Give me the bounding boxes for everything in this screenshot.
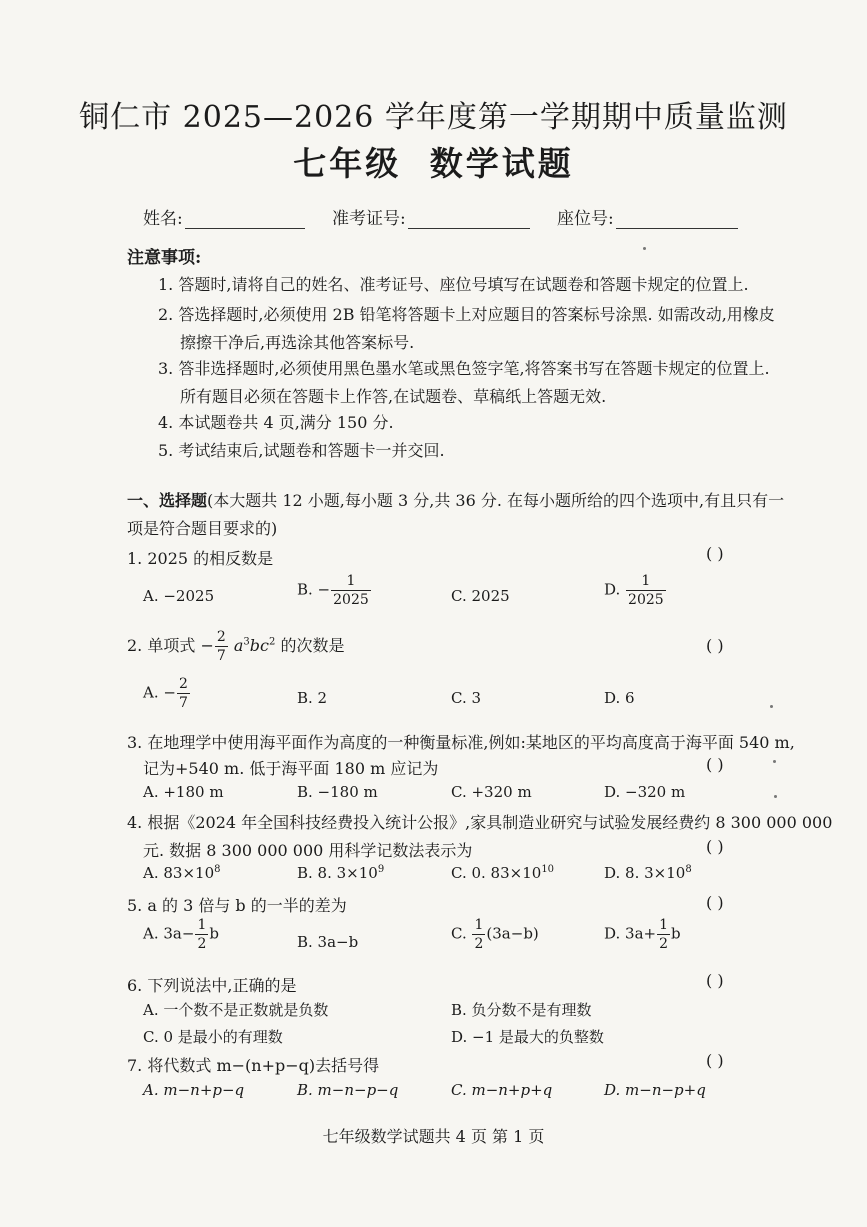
fraction-numerator: 2 <box>178 676 188 692</box>
note-item: 1. 答题时,请将自己的姓名、准考证号、座位号填写在试题卷和答题卡规定的位置上. <box>158 275 749 294</box>
exam-title-line2: 七年级 数学试题 <box>293 144 574 183</box>
q5-c-post: (3a−b) <box>486 924 539 943</box>
q6-option-b: B. 负分数不是有理数 <box>451 1001 592 1019</box>
note-item: 擦擦干净后,再选涂其他答案标号. <box>180 333 415 352</box>
section-desc: (本大题共 12 小题,每小题 3 分,共 36 分. 在每小题所给的四个选项中,有且只有一 <box>207 491 785 510</box>
note-item: 2. 答选择题时,必须使用 2B 铅笔将答题卡上对应题目的答案标号涂黑. 如需改动,用橡皮 <box>158 305 775 324</box>
q1-b-fraction <box>331 574 371 607</box>
q2-exp2: 2 <box>268 636 276 648</box>
q1-answer-paren: ( ) <box>706 544 724 563</box>
q2-var-bc: bc <box>249 636 269 655</box>
q5-a-fraction <box>195 918 208 951</box>
q7-stem: 7. 将代数式 m−(n+p−q)去括号得 <box>127 1056 380 1075</box>
q5-answer-paren: ( ) <box>706 893 724 912</box>
q3-answer-paren: ( ) <box>706 755 724 774</box>
q4-answer-paren: ( ) <box>706 837 724 856</box>
q5-option-c <box>451 918 539 951</box>
fraction-denominator: 7 <box>178 695 188 711</box>
q2-option-c: C. 3 <box>451 689 482 707</box>
q6-answer-paren: ( ) <box>706 971 724 990</box>
q3-option-a: A. +180 m <box>143 783 224 801</box>
q5-c-pre: C. <box>451 924 472 943</box>
q5-d-post: b <box>671 924 681 943</box>
note-item: 5. 考试结束后,试题卷和答题卡一并交回. <box>158 441 445 460</box>
name-field <box>143 204 305 229</box>
fraction-denominator: 2 <box>197 936 207 952</box>
fraction-numerator: 1 <box>641 573 651 589</box>
q5-c-fraction <box>472 918 485 951</box>
exam-id-field <box>332 204 530 229</box>
q5-a-pre: A. 3a− <box>143 924 195 943</box>
q4-a-base: A. 83×10 <box>143 864 215 882</box>
q1-b-label: B. − <box>297 580 331 599</box>
q2-stem-pre: 2. 单项式 − <box>127 636 214 655</box>
section-heading <box>127 488 784 511</box>
seat-field <box>557 204 738 229</box>
q1-option-a: A. −2025 <box>143 587 215 605</box>
note-item: 4. 本试题卷共 4 页,满分 150 分. <box>158 413 394 432</box>
q5-d-fraction <box>657 918 670 951</box>
q7-answer-paren: ( ) <box>706 1051 724 1070</box>
q5-option-d <box>604 918 681 951</box>
q3-option-d: D. −320 m <box>604 783 686 801</box>
q2-exp1: 3 <box>243 636 250 648</box>
q4-b-exponent: 9 <box>377 864 385 875</box>
fraction-numerator: 1 <box>659 917 669 933</box>
q3-stem-line2: 记为+540 m. 低于海平面 180 m 应记为 <box>143 759 439 778</box>
q2-stem-post: 的次数是 <box>275 636 345 655</box>
q7-option-a: A. m−n+p−q <box>143 1081 245 1099</box>
q1-stem: 1. 2025 的相反数是 <box>127 549 274 568</box>
q1-option-c: C. 2025 <box>451 587 510 605</box>
q4-option-c <box>451 864 554 882</box>
q4-a-exponent: 8 <box>214 864 221 875</box>
q4-option-b <box>297 864 384 882</box>
name-blank <box>185 210 305 229</box>
q5-option-b: B. 3a−b <box>297 933 359 951</box>
q7-option-d: D. m−n−p+q <box>604 1081 706 1099</box>
q2-option-a <box>143 677 191 710</box>
q2-stem <box>127 630 344 663</box>
q2-a-label: A. − <box>143 683 176 702</box>
q3-stem-line1: 3. 在地理学中使用海平面作为高度的一种衡量标准,例如:某地区的平均高度高于海平面 540 m, <box>127 733 795 752</box>
scan-speck <box>774 795 777 798</box>
fraction-denominator: 2025 <box>628 592 664 608</box>
note-item: 所有题目必须在答题卡上作答,在试题卷、草稿纸上答题无效. <box>180 387 607 406</box>
seat-label: 座位号: <box>557 209 614 229</box>
q1-d-fraction <box>626 574 666 607</box>
name-label: 姓名: <box>143 209 183 229</box>
section-title: 一、选择题 <box>127 491 208 510</box>
scan-speck <box>773 760 776 763</box>
q2-option-d: D. 6 <box>604 689 635 707</box>
q1-d-label: D. <box>604 580 626 599</box>
q4-c-base: C. 0. 83×10 <box>451 864 542 882</box>
scan-speck <box>770 705 773 708</box>
q2-option-b: B. 2 <box>297 689 328 707</box>
q6-option-a: A. 一个数不是正数就是负数 <box>143 1001 329 1019</box>
q7-option-c: C. m−n+p+q <box>451 1081 553 1099</box>
q7-option-b: B. m−n−p−q <box>297 1081 399 1099</box>
q3-option-c: C. +320 m <box>451 783 532 801</box>
exam-id-blank <box>408 210 530 229</box>
fraction-denominator: 2025 <box>333 592 369 608</box>
page-footer: 七年级数学试题共 4 页 第 1 页 <box>322 1127 545 1146</box>
q2-coefficient-fraction <box>215 630 228 663</box>
q1-option-b <box>297 574 372 607</box>
fraction-denominator: 2 <box>474 936 484 952</box>
exam-id-label: 准考证号: <box>332 209 406 229</box>
q4-stem-line2: 元. 数据 8 300 000 000 用科学记数法表示为 <box>143 841 473 860</box>
q5-d-pre: D. 3a+ <box>604 924 657 943</box>
exam-title-line1: 铜仁市 2025—2026 学年度第一学期期中质量监测 <box>79 100 788 135</box>
fraction-denominator: 7 <box>216 648 226 664</box>
fraction-numerator: 1 <box>474 917 484 933</box>
seat-blank <box>616 210 738 229</box>
section-desc-cont: 项是符合题目要求的) <box>127 519 278 538</box>
q2-answer-paren: ( ) <box>706 636 724 655</box>
q4-d-exponent: 8 <box>685 864 692 875</box>
q5-a-post: b <box>209 924 219 943</box>
fraction-numerator: 1 <box>197 917 207 933</box>
q6-stem: 6. 下列说法中,正确的是 <box>127 976 297 995</box>
note-item: 3. 答非选择题时,必须使用黑色墨水笔或黑色签字笔,将答案书写在答题卡规定的位置上. <box>158 359 770 378</box>
q4-option-d <box>604 864 692 882</box>
q4-c-exponent: 10 <box>541 864 555 875</box>
fraction-numerator: 2 <box>216 629 226 645</box>
q2-var-a: a <box>228 636 244 655</box>
scan-speck <box>643 247 646 250</box>
q6-option-d: D. −1 是最大的负整数 <box>451 1028 604 1046</box>
fraction-numerator: 1 <box>346 573 356 589</box>
notes-heading: 注意事项: <box>127 248 202 268</box>
q4-stem-line1: 4. 根据《2024 年全国科技经费投入统计公报》,家具制造业研究与试验发展经费约 8 300 000 000 <box>127 813 833 832</box>
q4-d-base: D. 8. 3×10 <box>604 864 686 882</box>
fraction-denominator: 2 <box>659 936 669 952</box>
q4-b-base: B. 8. 3×10 <box>297 864 378 882</box>
q5-option-a <box>143 918 219 951</box>
q6-option-c: C. 0 是最小的有理数 <box>143 1028 283 1046</box>
q2-a-fraction <box>177 677 190 710</box>
q5-stem: 5. a 的 3 倍与 b 的一半的差为 <box>127 896 347 915</box>
q3-option-b: B. −180 m <box>297 783 378 801</box>
q1-option-d <box>604 574 667 607</box>
q4-option-a <box>143 864 221 882</box>
